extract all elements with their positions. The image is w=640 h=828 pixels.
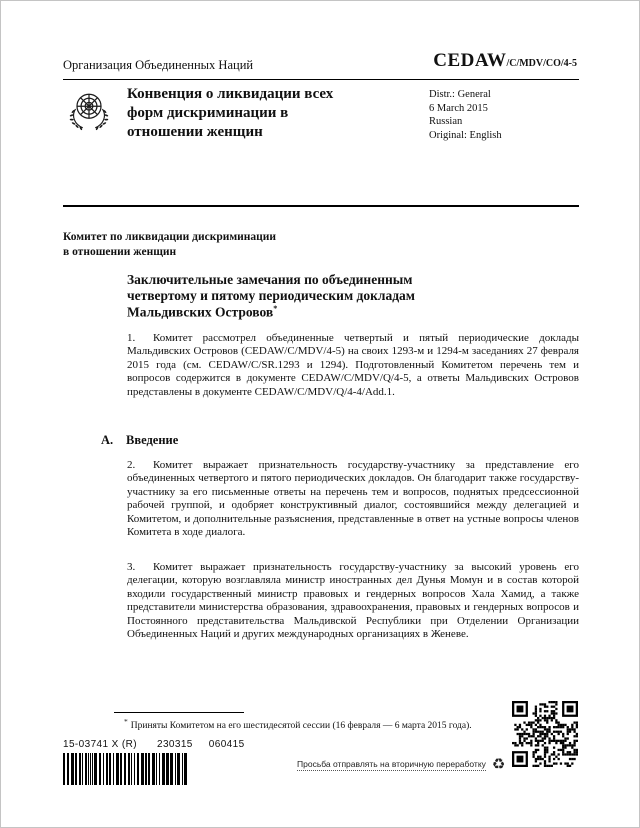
paragraph-3 xyxy=(127,561,579,641)
paragraph-number: 3. xyxy=(127,561,136,573)
paragraph-text: Комитет выражает признательность государству-участнику за представление его объединенных четвертого и пятого периодических докладов. Он благодарит также государству-участнику за его письменные ответы на перечень тем и вопросов, поднятых предсессионной рабочей группой, и одобряет конструктивный диалог, состоявшийся между делегацией и Комитетом, и дополнительные разъяснения, представленные в ответ на устные вопросы членов Комитета в ходе диалога. xyxy=(127,459,579,539)
paragraph-number: 2. xyxy=(127,459,136,471)
footnote-separator xyxy=(114,712,244,713)
doc-symbol xyxy=(433,50,577,72)
language-line: Russian xyxy=(429,116,463,128)
footnote-marker: * xyxy=(124,717,128,726)
paragraph-2 xyxy=(127,459,579,539)
doc-symbol-main: CEDAW xyxy=(433,50,507,71)
barcode xyxy=(63,753,191,785)
document-number: 15-03741 X (R) xyxy=(63,739,137,750)
paragraph-text: Комитет рассмотрел объединенные четвертый и пятый периодические доклады Мальдивских Островов (CEDAW/C/MDV/4-5) на своих 1293-м и 1294-м заседаниях 27 февраля 2015 года (см. CEDAW/C/SR.1293 и 1294). Подготовленный Комитетом перечень тем и вопросов содержится в документе CEDAW/C/MDV/Q/4-5, а ответы Мальдивских Островов представлены в документе CEDAW/C/MDV/Q/4-4/Add.1. xyxy=(127,332,579,398)
convention-title: Конвенция о ликвидации всех форм дискриминации в отношении женщин xyxy=(127,86,334,141)
un-org-name: Организация Объединенных Наций xyxy=(63,58,254,72)
date-line: 6 March 2015 xyxy=(429,102,488,114)
document-title xyxy=(127,272,475,320)
committee-name-line1: Комитет по ликвидации дискриминации xyxy=(63,231,277,243)
document-title-text: Заключительные замечания по объединенным четвертому и пятому периодическим докладам Мальдивских Островов xyxy=(127,272,415,320)
section-a-heading xyxy=(101,433,178,448)
un-emblem-icon xyxy=(65,87,113,135)
footnote xyxy=(114,717,554,731)
header-rule xyxy=(63,79,579,80)
footer-codes xyxy=(63,739,245,750)
print-code-2: 060415 xyxy=(208,739,245,750)
recycle-icon: ♻ xyxy=(491,756,506,773)
committee-name-line2: в отношении женщин xyxy=(63,245,177,258)
recycle-note xyxy=(297,757,505,772)
recycle-text: Просьба отправлять на вторичную переработку xyxy=(297,758,486,769)
masthead-rule xyxy=(63,205,579,207)
title-footnote-marker: * xyxy=(273,303,278,313)
section-title: Введение xyxy=(126,433,179,447)
paragraph-number: 1. xyxy=(127,332,136,344)
paragraph-text: Комитет выражает признательность государству-участнику за высокий уровень его делегации, которую возглавляла министр иностранных дел Дунья Момун и в состав которой входили государственный министр правовых и гендерных вопросов Хала Хамид, а также представители министерства образования, здравоохранения, правовых и гендерных вопросов и Постоянного представительства Мальдивской Республики при Отделении Организации Объединенных Наций и других международных организациях в Женеве. xyxy=(127,561,579,641)
qr-code xyxy=(512,701,578,767)
distribution-block xyxy=(429,88,502,143)
paragraph-1 xyxy=(127,332,579,399)
distr-line: Distr.: General xyxy=(429,89,491,100)
footnote-text: Приняты Комитетом на его шестидесятой сессии (16 февраля — 6 марта 2015 года). xyxy=(130,721,472,732)
print-code-1: 230315 xyxy=(156,739,193,750)
committee-name xyxy=(63,230,276,260)
section-label: A. xyxy=(101,433,114,447)
original-line: Original: English xyxy=(429,129,502,141)
doc-symbol-suffix: /C/MDV/CO/4-5 xyxy=(506,58,577,69)
